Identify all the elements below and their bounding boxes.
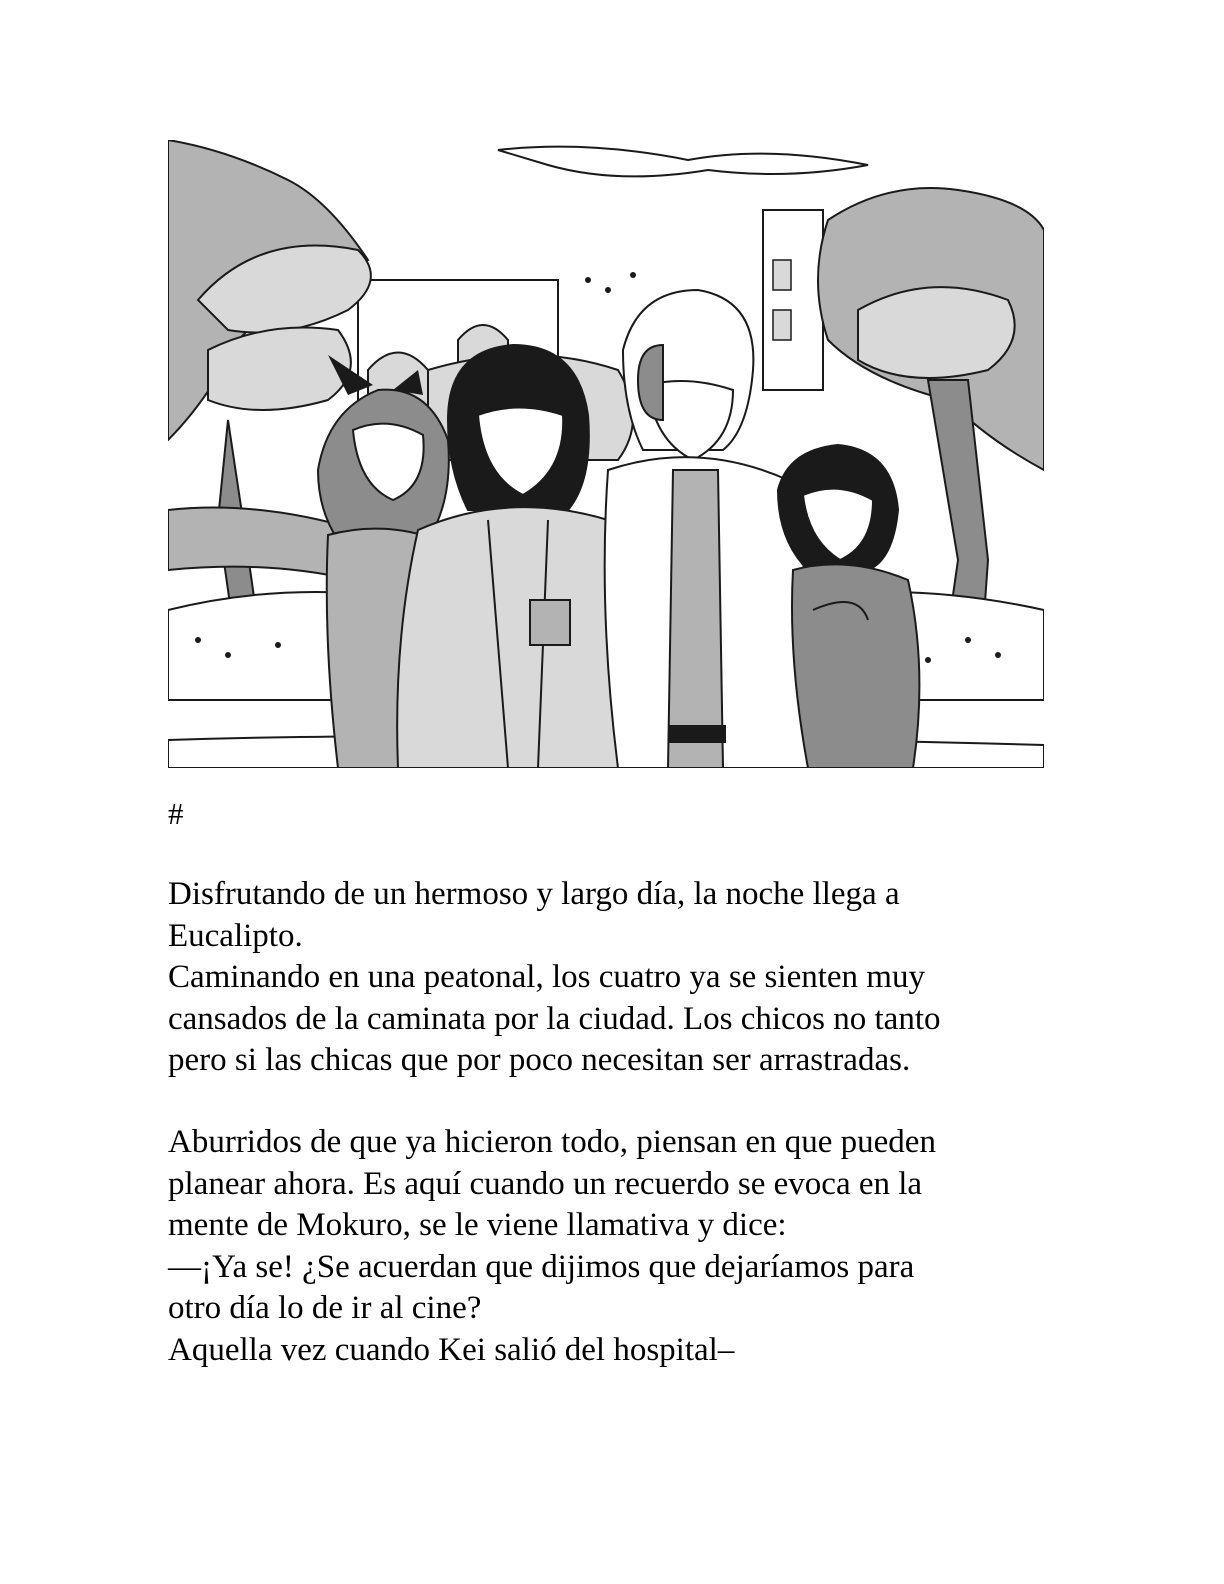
story-line: Eucalipto. bbox=[168, 917, 303, 954]
dialogue-line: —¡Ya se! ¿Se acuerdan que dijimos que dejaríamos para bbox=[168, 1248, 915, 1285]
story-line: Disfrutando de un hermoso y largo día, la noche llega a bbox=[168, 876, 900, 912]
story-line: Aburridos de que ya hicieron todo, piensan en que pueden bbox=[168, 1124, 936, 1160]
story-line: cansados de la caminata por la ciudad. Los chicos no tanto bbox=[168, 1000, 941, 1037]
story-line: Caminando en una peatonal, los cuatro ya se sienten muy bbox=[168, 959, 925, 995]
dialogue-line: otro día lo de ir al cine? bbox=[168, 1290, 482, 1326]
story-line: planear ahora. Es aquí cuando un recuerdo se evoca en la bbox=[168, 1165, 923, 1202]
story-line: mente de Mokuro, se le viene llamativa y dice: bbox=[168, 1207, 787, 1243]
story-line: pero si las chicas que por poco necesitan ser arrastradas. bbox=[168, 1042, 911, 1078]
story-paragraph-1 bbox=[168, 874, 1028, 1082]
manga-illustration bbox=[168, 140, 1044, 768]
scene-break-marker: # bbox=[168, 796, 184, 831]
manga-illustration-art bbox=[168, 140, 1044, 768]
story-line: Aquella vez cuando Kei salió del hospital– bbox=[168, 1331, 735, 1368]
story-paragraph-2 bbox=[168, 1122, 1028, 1371]
